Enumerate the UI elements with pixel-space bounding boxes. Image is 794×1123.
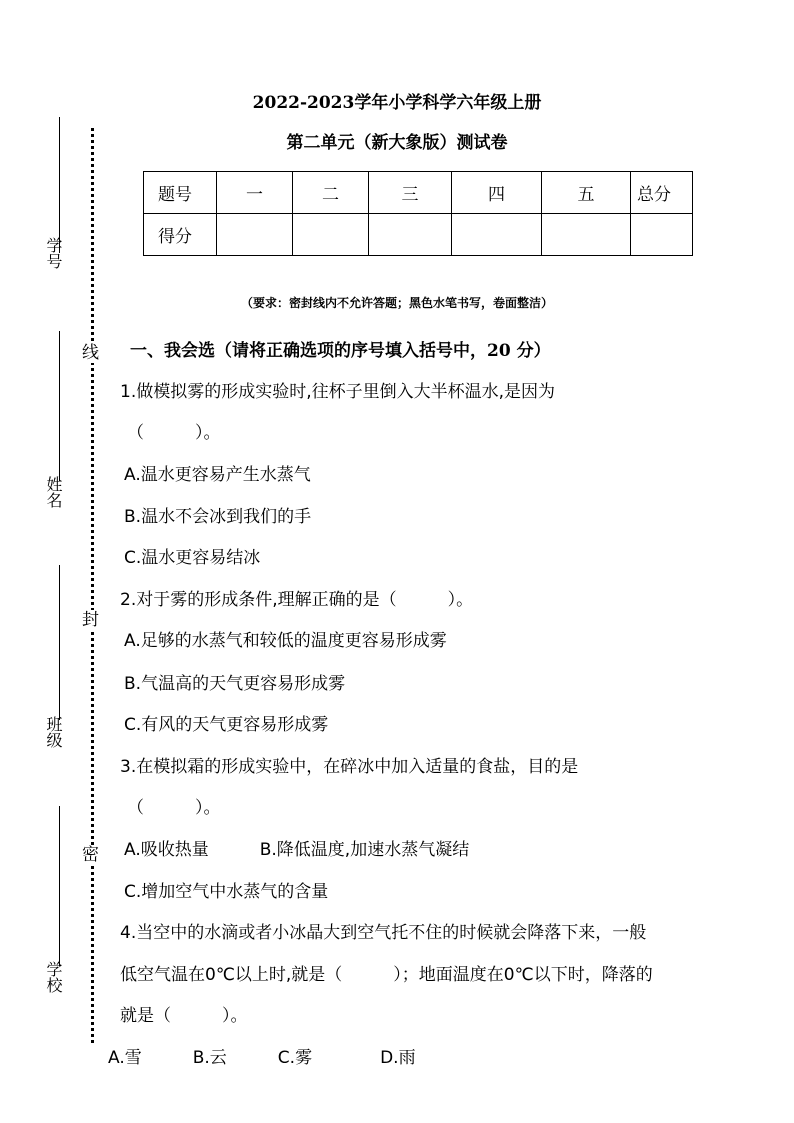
option-2c: C.有风的天气更容易形成雾 — [124, 715, 329, 735]
table-cell: 三 — [369, 172, 452, 214]
table-cell: 四 — [452, 172, 542, 214]
table-row — [144, 172, 693, 214]
score-input-cell[interactable] — [542, 214, 631, 256]
option-3ab: A.吸收热量 B.降低温度,加速水蒸气凝结 — [124, 840, 470, 860]
table-cell: 得分 — [144, 214, 217, 256]
fill-line — [59, 331, 60, 481]
page-subtitle: 第二单元（新大象版）测试卷 — [286, 133, 508, 153]
score-input-cell[interactable] — [293, 214, 369, 256]
seal-char-secret: 密 — [82, 845, 99, 865]
score-input-cell[interactable] — [369, 214, 452, 256]
table-cell: 五 — [542, 172, 631, 214]
label-class: 班级 — [44, 716, 63, 748]
score-input-cell[interactable] — [452, 214, 542, 256]
question-2: 2.对于雾的形成条件,理解正确的是（ ）。 — [120, 590, 474, 610]
table-cell: 一 — [217, 172, 293, 214]
seal-char-line: 线 — [82, 343, 99, 363]
question-4-cont: 低空气温在0℃以上时,就是（ ）；地面温度在0℃以下时，降落的 — [120, 965, 653, 985]
option-1c: C.温水更容易结冰 — [124, 548, 261, 568]
fill-line — [59, 806, 60, 966]
table-cell: 题号 — [144, 172, 217, 214]
section-heading: 一、我会选（请将正确选项的序号填入括号中，20 分） — [130, 341, 551, 361]
options-4: A.雪 B.云 C.雾 D.雨 — [108, 1048, 416, 1068]
fill-line — [59, 117, 60, 253]
answer-blank-3: （ ）。 — [127, 798, 221, 818]
question-4-cont: 就是（ ）。 — [120, 1006, 248, 1026]
score-table — [143, 171, 693, 256]
score-input-cell[interactable] — [217, 214, 293, 256]
label-school: 学校 — [44, 961, 63, 993]
option-1a: A.温水更容易产生水蒸气 — [124, 465, 311, 485]
table-cell: 总分 — [631, 172, 693, 214]
table-row — [144, 214, 693, 256]
question-4: 4.当空中的水滴或者小冰晶大到空气托不住的时候就会降落下来，一般 — [120, 923, 647, 943]
option-3c: C.增加空气中水蒸气的含量 — [124, 882, 329, 902]
page-title: 2022-2023学年小学科学六年级上册 — [252, 93, 542, 113]
fill-line — [59, 565, 60, 720]
option-1b: B.温水不会冰到我们的手 — [124, 507, 312, 527]
question-1: 1.做模拟雾的形成实验时,往杯子里倒入大半杯温水,是因为 — [120, 382, 556, 402]
option-2b: B.气温高的天气更容易形成雾 — [124, 674, 346, 694]
question-3: 3.在模拟霜的形成实验中，在碎冰中加入适量的食盐，目的是 — [120, 757, 579, 777]
option-2a: A.足够的水蒸气和较低的温度更容易形成雾 — [124, 631, 447, 651]
answer-blank-1: （ ）。 — [127, 423, 221, 443]
label-student-id: 学号 — [44, 237, 63, 269]
score-input-cell[interactable] — [631, 214, 693, 256]
requirement-note: （要求：密封线内不允许答题；黑色水笔书写，卷面整洁） — [240, 296, 553, 310]
seal-dotted-line — [91, 128, 94, 1043]
table-cell: 二 — [293, 172, 369, 214]
label-name: 姓名 — [44, 476, 63, 508]
seal-char-seal: 封 — [82, 610, 99, 630]
